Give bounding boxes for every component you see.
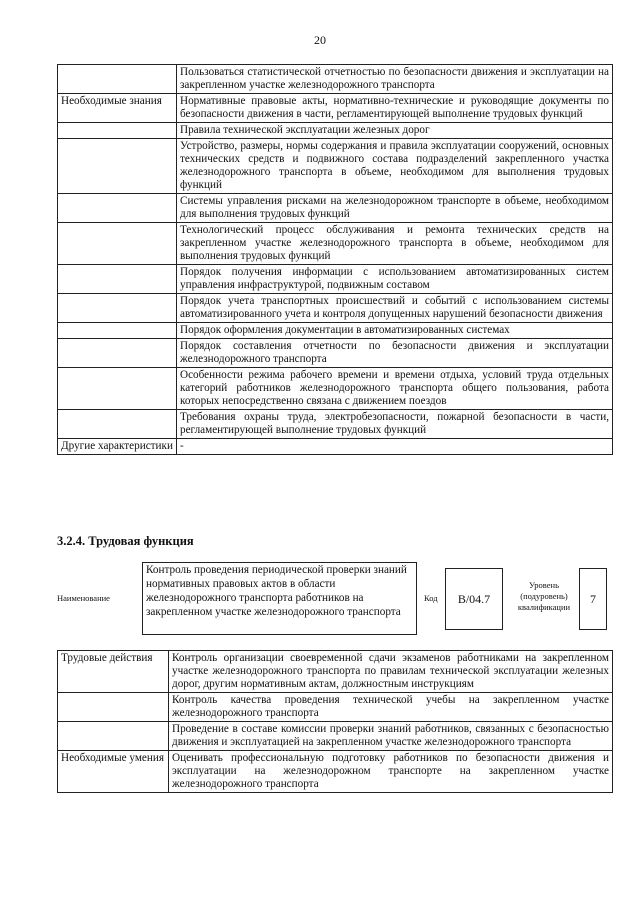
row-label (58, 123, 177, 139)
table-row (58, 194, 613, 223)
row-label (58, 339, 177, 368)
row-label: Необходимые умения (58, 751, 169, 793)
row-content: Порядок получения информации с использованием автоматизированных систем управления инфраструктурой, подвижным составом (177, 265, 613, 294)
table-row (58, 651, 613, 693)
labor-function-header (57, 562, 613, 638)
table-row (58, 139, 613, 194)
row-content: Требования охраны труда, электробезопасности, пожарной безопасности в части, регламентирующей выполнение трудовых функций (177, 410, 613, 439)
row-label (58, 265, 177, 294)
row-content: - (177, 439, 613, 455)
row-content: Проведение в составе комиссии проверки знаний работников, связанных с безопасностью движения и эксплуатацией на закрепленном участке железнодорожного транспорта (169, 722, 613, 751)
table-row (58, 722, 613, 751)
name-caption: Наименование (57, 593, 110, 603)
level-caption: Уровень (подуровень) квалификации (517, 580, 571, 612)
table-row (58, 439, 613, 455)
row-content: Контроль качества проведения технической учебы на закрепленном участке железнодорожного транспорта (169, 693, 613, 722)
function-name-box: Контроль проведения периодической проверки знаний нормативных правовых актов в области железнодорожного транспорта работников на закрепленном участке железнодорожного транспорта (142, 562, 417, 635)
table-row (58, 339, 613, 368)
row-content: Порядок оформления документации в автоматизированных системах (177, 323, 613, 339)
page-number: 20 (314, 33, 326, 47)
labor-actions-table (57, 650, 613, 793)
row-label: Другие характеристики (58, 439, 177, 455)
qualification-level-box: 7 (579, 568, 607, 630)
table-row (58, 751, 613, 793)
row-content: Пользоваться статистической отчетностью по безопасности движения и эксплуатации на закрепленном участке железнодорожного транспорта (177, 65, 613, 94)
table-row (58, 65, 613, 94)
row-label (58, 294, 177, 323)
row-content: Правила технической эксплуатации железных дорог (177, 123, 613, 139)
row-content: Нормативные правовые акты, нормативно-технические и руководящие документы по безопасности движения в части, регламентирующей выполнение трудовых функций (177, 94, 613, 123)
row-content: Технологический процесс обслуживания и ремонта технических средств на закрепленном участке железнодорожного транспорта в объеме, необходимом для выполнения трудовых функций (177, 223, 613, 265)
row-label (58, 323, 177, 339)
row-label (58, 410, 177, 439)
row-label: Трудовые действия (58, 651, 169, 693)
table-row (58, 693, 613, 722)
code-caption: Код (424, 593, 438, 603)
function-code-box: B/04.7 (445, 568, 503, 630)
table-row (58, 123, 613, 139)
row-content: Особенности режима рабочего времени и времени отдыха, условий труда отдельных категорий работников железнодорожного транспорта общего пользования, работа которых непосредственно связана с движением поездов (177, 368, 613, 410)
table-row (58, 294, 613, 323)
row-label (58, 722, 169, 751)
row-content: Порядок составления отчетности по безопасности движения и эксплуатации железнодорожного транспорта (177, 339, 613, 368)
row-content: Порядок учета транспортных происшествий и событий с использованием системы автоматизированного учета и контроля допущенных нарушений безопасности движения (177, 294, 613, 323)
row-label (58, 223, 177, 265)
table-row (58, 265, 613, 294)
row-label (58, 65, 177, 94)
row-label: Необходимые знания (58, 94, 177, 123)
table-row (58, 410, 613, 439)
row-label (58, 139, 177, 194)
section-heading: 3.2.4. Трудовая функция (57, 534, 194, 548)
row-content: Устройство, размеры, нормы содержания и правила эксплуатации сооружений, основных технических средств и подвижного состава подразделений закрепленного участка железнодорожного транспорта в объеме, необходимом для выполнения трудовых функций (177, 139, 613, 194)
row-content: Системы управления рисками на железнодорожном транспорте в объеме, необходимом для выполнения трудовых функций (177, 194, 613, 223)
table-row (58, 94, 613, 123)
table-row (58, 223, 613, 265)
table-row (58, 368, 613, 410)
row-label (58, 368, 177, 410)
row-content: Оценивать профессиональную подготовку работников по безопасности движения и эксплуатации на железнодорожном транспорте на закрепленном участке железнодорожного транспорта (169, 751, 613, 793)
table-row (58, 323, 613, 339)
row-content: Контроль организации своевременной сдачи экзаменов работниками на закрепленном участке железнодорожного транспорта по правилам технической эксплуатации железных дорог, другим нормативным актам, должностным инструкциям (169, 651, 613, 693)
row-label (58, 693, 169, 722)
qualification-table (57, 64, 613, 455)
row-label (58, 194, 177, 223)
